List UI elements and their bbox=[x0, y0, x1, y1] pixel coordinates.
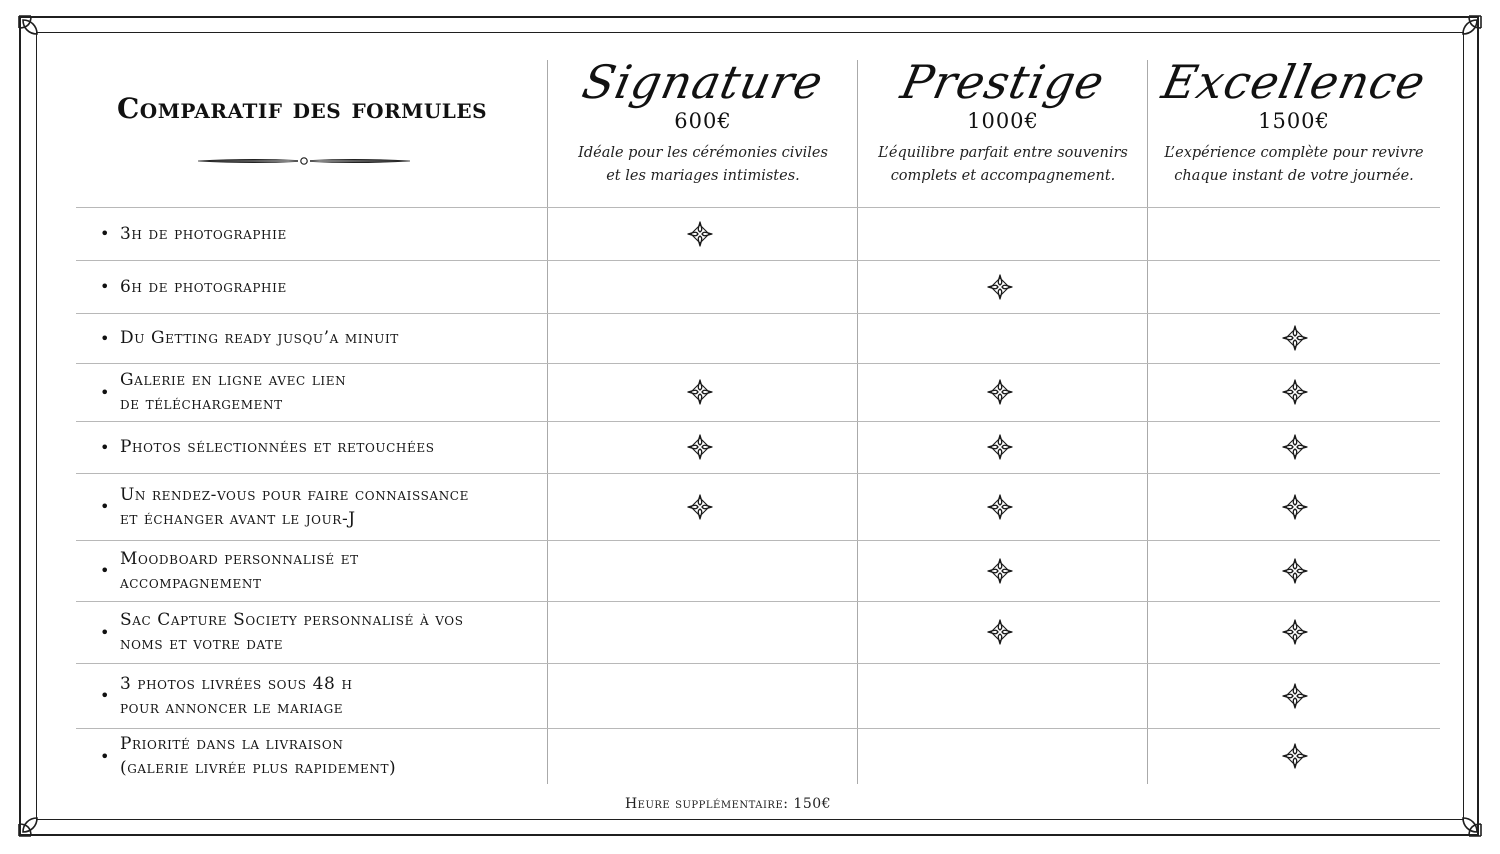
plan-description: Idéale pour les cérémonies civiles et les mariages intimistes. bbox=[578, 145, 828, 184]
quatrefoil-star-icon bbox=[686, 220, 714, 248]
bullet-icon: • bbox=[100, 328, 110, 348]
feature-label: 3 photos livrées sous 48 h pour annoncer le mariage bbox=[120, 673, 353, 718]
quatrefoil-star-icon bbox=[1281, 324, 1309, 352]
feature-label: Priorité dans la livraison (galerie livrée plus rapidement) bbox=[120, 734, 397, 778]
plan-description: L’équilibre parfait entre souvenirs complets et accompagnement. bbox=[878, 145, 1128, 184]
feature-row bbox=[100, 728, 540, 784]
plan-excellence bbox=[1148, 54, 1440, 188]
plan-name: Signature bbox=[577, 55, 829, 109]
title-divider-ornament bbox=[198, 152, 410, 170]
column-divider bbox=[547, 60, 548, 784]
feature-row bbox=[100, 207, 540, 260]
feature-row bbox=[100, 601, 540, 663]
plan-name: Excellence bbox=[1157, 55, 1431, 109]
bullet-icon: • bbox=[100, 224, 110, 243]
quatrefoil-star-icon bbox=[1281, 557, 1309, 585]
quatrefoil-star-icon bbox=[1281, 433, 1309, 461]
feature-row bbox=[100, 313, 540, 363]
plan-price: 1500€ bbox=[1258, 109, 1330, 133]
feature-label: Sac Capture Society personnalisé à vos noms et votre date bbox=[120, 610, 464, 654]
quatrefoil-star-icon bbox=[986, 433, 1014, 461]
quatrefoil-star-icon bbox=[1281, 493, 1309, 521]
bullet-icon: • bbox=[100, 622, 110, 642]
bullet-icon: • bbox=[100, 497, 110, 516]
plan-price: 1000€ bbox=[967, 109, 1039, 133]
corner-ornament-icon bbox=[1439, 14, 1483, 58]
feature-row bbox=[100, 663, 540, 728]
corner-ornament-icon bbox=[17, 14, 61, 58]
quatrefoil-star-icon bbox=[1281, 618, 1309, 646]
feature-label: Un rendez-vous pour faire connaissance et échanger avant le jour-J bbox=[120, 484, 469, 529]
quatrefoil-star-icon bbox=[686, 493, 714, 521]
feature-label: 6h de photographie bbox=[120, 276, 287, 297]
quatrefoil-star-icon bbox=[1281, 742, 1309, 770]
plan-description: L’expérience complète pour revivre chaque instant de votre journée. bbox=[1164, 145, 1424, 184]
plan-name: Prestige bbox=[896, 55, 1110, 109]
feature-label: 3h de photographie bbox=[120, 223, 287, 244]
bullet-icon: • bbox=[100, 686, 110, 705]
feature-row bbox=[100, 363, 540, 421]
bullet-icon: • bbox=[100, 746, 110, 766]
quatrefoil-star-icon bbox=[1281, 378, 1309, 406]
bullet-icon: • bbox=[100, 382, 110, 402]
feature-row bbox=[100, 260, 540, 313]
quatrefoil-star-icon bbox=[986, 557, 1014, 585]
extra-hour-note: Heure supplémentaire: 150€ bbox=[624, 796, 832, 812]
page-title: Comparatif des formules bbox=[116, 92, 488, 125]
column-divider bbox=[857, 60, 858, 784]
feature-row bbox=[100, 540, 540, 601]
bullet-icon: • bbox=[100, 277, 110, 296]
feature-label: Photos sélectionnées et retouchées bbox=[120, 437, 435, 457]
quatrefoil-star-icon bbox=[686, 433, 714, 461]
quatrefoil-star-icon bbox=[1281, 682, 1309, 710]
quatrefoil-star-icon bbox=[986, 273, 1014, 301]
column-divider bbox=[1147, 60, 1148, 784]
plan-signature bbox=[548, 54, 858, 188]
quatrefoil-star-icon bbox=[986, 378, 1014, 406]
feature-label: Du Getting ready jusqu’a minuit bbox=[120, 328, 399, 348]
corner-ornament-icon bbox=[1439, 794, 1483, 838]
quatrefoil-star-icon bbox=[686, 378, 714, 406]
bullet-icon: • bbox=[100, 437, 110, 457]
feature-row bbox=[100, 473, 540, 540]
corner-ornament-icon bbox=[17, 794, 61, 838]
bullet-icon: • bbox=[100, 561, 110, 580]
quatrefoil-star-icon bbox=[986, 618, 1014, 646]
plan-price: 600€ bbox=[674, 109, 732, 133]
feature-label: Galerie en ligne avec lien de téléchargement bbox=[120, 370, 347, 414]
feature-label: Moodboard personnalisé et accompagnement bbox=[120, 548, 359, 593]
plan-prestige bbox=[858, 54, 1148, 188]
feature-row bbox=[100, 421, 540, 473]
quatrefoil-star-icon bbox=[986, 493, 1014, 521]
